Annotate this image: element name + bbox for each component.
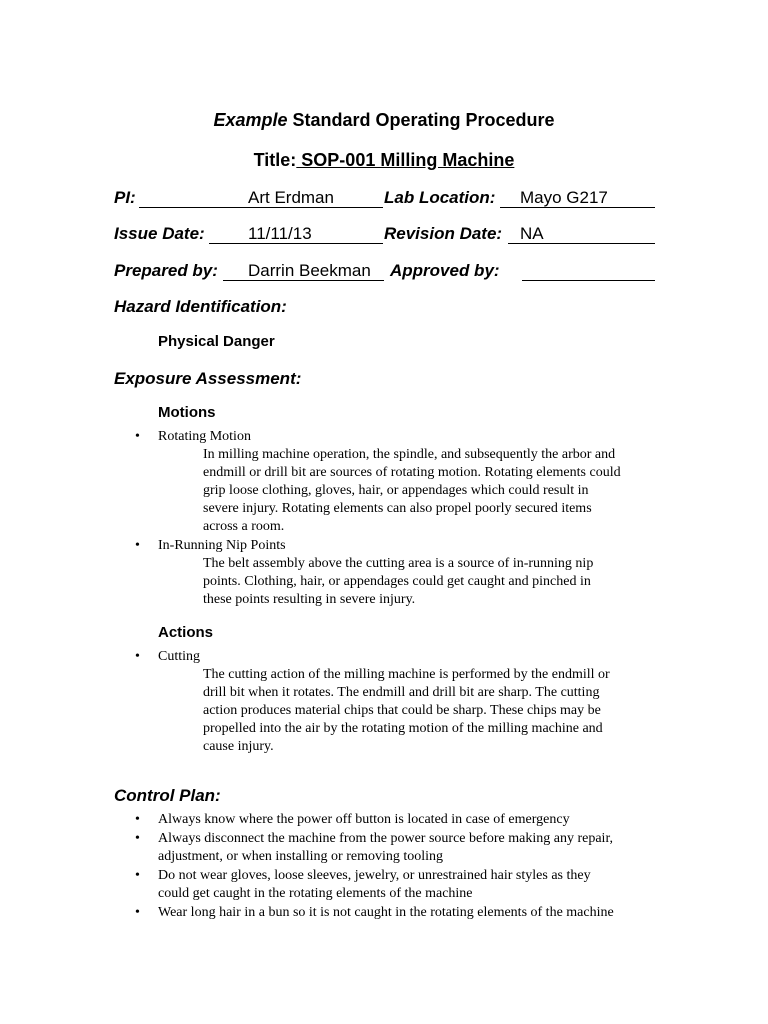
list-item-description — [203, 666, 663, 756]
description-line: endmill or drill bit are sources of rotating motion. Rotating elements could — [203, 465, 621, 480]
issue-date-label: Issue Date: — [114, 224, 205, 243]
description-line: The cutting action of the milling machine is performed by the endmill or — [203, 667, 610, 682]
description-line: across a room. — [203, 519, 285, 534]
pi-value: Art Erdman — [248, 188, 334, 207]
list-item-description — [203, 446, 663, 536]
approved-by-underline — [522, 280, 655, 281]
sop-title-value: SOP-001 Milling Machine — [296, 150, 515, 170]
sop-title-label: Title: — [253, 150, 297, 170]
lab-location-value: Mayo G217 — [520, 188, 608, 207]
pi-label: PI: — [114, 188, 136, 207]
approved-by-label: Approved by: — [390, 261, 500, 280]
motions-heading: Motions — [158, 404, 216, 421]
description-line: In milling machine operation, the spindle, and subsequently the arbor and — [203, 447, 616, 462]
revision-date-value: NA — [520, 224, 544, 243]
prepared-by-value: Darrin Beekman — [248, 261, 371, 280]
exposure-assessment-heading: Exposure Assessment: — [114, 369, 302, 388]
revision-date-label: Revision Date: — [384, 224, 503, 243]
bullet-icon: • — [135, 812, 140, 827]
sop-title — [0, 150, 768, 171]
bullet-icon: • — [135, 831, 140, 846]
description-line: propelled into the air by the rotating motion of the milling machine and — [203, 721, 603, 736]
list-item-label: Cutting — [158, 649, 201, 664]
bullet-icon: • — [135, 429, 140, 444]
description-line: drill bit when it rotates. The endmill and drill bit are sharp. The cutting — [203, 685, 600, 700]
title-italic: Example — [213, 110, 288, 130]
lab-location-label: Lab Location: — [384, 188, 496, 207]
list-item-label: Always know where the power off button is located in case of emergency — [158, 812, 570, 827]
description-line: these points resulting in severe injury. — [203, 592, 416, 607]
list-item-label: In-Running Nip Points — [158, 538, 286, 553]
list-item-label: Do not wear gloves, loose sleeves, jewelry, or unrestrained hair styles as they — [158, 868, 591, 883]
list-item-continuation: could get caught in the rotating elements of the machine — [158, 886, 473, 901]
actions-heading: Actions — [158, 624, 214, 641]
description-line: grip loose clothing, gloves, hair, or appendages which could result in — [203, 483, 589, 498]
list-item-description — [203, 555, 663, 609]
hazard-identification-heading: Hazard Identification: — [114, 297, 287, 316]
list-item-label: Always disconnect the machine from the power source before making any repair, — [158, 831, 614, 846]
list-item-label: Rotating Motion — [158, 429, 251, 444]
bullet-icon: • — [135, 868, 140, 883]
description-line: points. Clothing, hair, or appendages could get caught and pinched in — [203, 574, 591, 589]
description-line: The belt assembly above the cutting area is a source of in-running nip — [203, 556, 594, 571]
list-item-label: Wear long hair in a bun so it is not caught in the rotating elements of the machine — [158, 905, 614, 920]
document-title — [0, 110, 768, 131]
list-item-continuation: adjustment, or when installing or removing tooling — [158, 849, 444, 864]
bullet-icon: • — [135, 649, 140, 664]
description-line: cause injury. — [203, 739, 274, 754]
bullet-icon: • — [135, 538, 140, 553]
issue-date-value: 11/11/13 — [248, 224, 312, 243]
prepared-by-label: Prepared by: — [114, 261, 218, 280]
bullet-icon: • — [135, 905, 140, 920]
hazard-item: Physical Danger — [158, 333, 275, 350]
description-line: action produces material chips that could be sharp. These chips may be — [203, 703, 601, 718]
control-plan-heading: Control Plan: — [114, 786, 221, 805]
title-rest: Standard Operating Procedure — [287, 110, 555, 130]
description-line: severe injury. Rotating elements can also propel poorly secured items — [203, 501, 592, 516]
